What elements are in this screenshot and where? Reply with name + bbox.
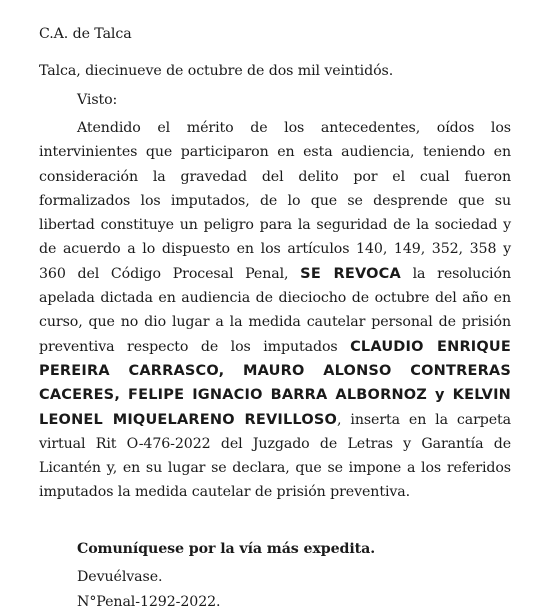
communicate-line: Comuníquese por la vía más expedita. [77, 541, 376, 557]
body-text-part3: , inserta en la carpeta virtual Rit O-476-2022 del Juzgado de Letras y Garantía de Licantén y, en su lugar se declara, que se impone a los referidos imputados la medida cautelar de prisión preventiva. [39, 411, 511, 501]
case-number: N°Penal-1292-2022. [77, 594, 221, 610]
visto-heading: Visto: [77, 92, 118, 108]
return-line: Devuélvase. [77, 569, 163, 585]
date-line: Talca, diecinueve de octubre de dos mil veintidós. [39, 63, 394, 79]
court-name: C.A. de Talca [39, 26, 132, 42]
defendants-names: CLAUDIO ENRIQUE PEREIRA CARRASCO, MAURO ALONSO CONTRERAS CACERES, FELIPE IGNACIO BARRA ALBORNOZ y KELVIN LEONEL MIQUELARENO REVILLOSO [39, 338, 512, 428]
body-text-part1: Atendido el mérito de los antecedentes, oídos los intervinientes que participaron en esta audiencia, teniendo en consideración la gravedad del delito por el cual fueron formalizados los imputados, de lo que se desprende que su libertad constituye un peligro para la seguridad de la sociedad y de acuerdo a lo dispuesto en los artículos 140, 149, 352, 358 y 360 del Código Procesal Penal, [39, 120, 511, 282]
body-text-part2: la resolución apelada dictada en audiencia de dieciocho de octubre del año en curso, que no dio lugar a la medida cautelar personal de prisión preventiva respecto de los imputados [39, 265, 511, 355]
ruling-text: SE REVOCA [300, 265, 401, 282]
resolution-body [39, 116, 511, 505]
